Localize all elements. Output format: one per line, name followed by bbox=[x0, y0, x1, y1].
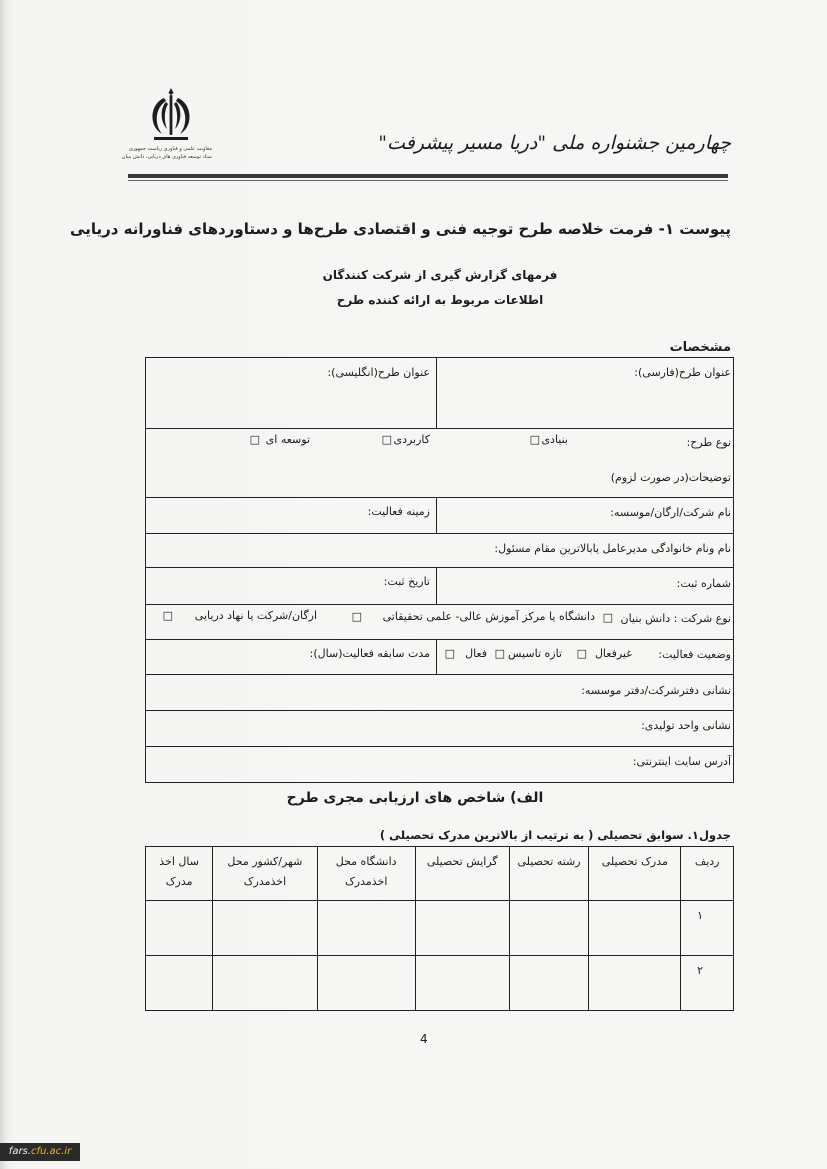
table-cell[interactable] bbox=[213, 956, 317, 1011]
col-divider bbox=[436, 567, 437, 604]
plan-type-dev-label: توسعه ای bbox=[265, 433, 310, 446]
table-cell[interactable] bbox=[589, 901, 681, 956]
title-fa-field[interactable]: عنوان طرح(فارسی): bbox=[634, 366, 731, 379]
row-number: ۱ bbox=[681, 901, 734, 956]
table-row bbox=[146, 901, 734, 956]
company-name-field[interactable]: نام شرکت/ارگان/موسسه: bbox=[610, 506, 731, 519]
table-cell[interactable] bbox=[317, 901, 415, 956]
header-rule-thin bbox=[128, 180, 728, 181]
status-inactive-label: غیرفعال bbox=[594, 647, 632, 660]
status-new-label: تازه تاسیس bbox=[508, 647, 562, 660]
table-cell[interactable] bbox=[415, 901, 509, 956]
specs-heading: مشخصات bbox=[669, 340, 731, 355]
row-divider bbox=[145, 497, 734, 498]
reg-date-field[interactable]: تاریخ ثبت: bbox=[383, 575, 430, 588]
table-cell[interactable] bbox=[415, 956, 509, 1011]
company-type-kb-checkbox[interactable]: □ bbox=[602, 611, 613, 624]
emblem-caption-1: معاونت علمی و فناوری ریاست جمهوری bbox=[128, 146, 212, 152]
table-cell[interactable] bbox=[509, 901, 589, 956]
watermark-domain: cfu.ac.ir bbox=[30, 1146, 72, 1157]
col-header-degree: مدرک تحصیلی bbox=[589, 847, 681, 901]
col-divider bbox=[436, 497, 437, 533]
site-watermark bbox=[0, 1143, 80, 1161]
subtitle-forms: فرمهای گزارش گیری از شرکت کنندگان bbox=[322, 268, 558, 282]
table-cell[interactable] bbox=[146, 956, 213, 1011]
company-type-org-label: ارگان/شرکت یا نهاد دریایی bbox=[194, 609, 317, 622]
row-divider bbox=[145, 639, 734, 640]
row-divider bbox=[145, 533, 734, 534]
page-number: 4 bbox=[420, 1032, 428, 1046]
table-cell[interactable] bbox=[146, 901, 213, 956]
status-label: وضعیت فعالیت: bbox=[658, 648, 731, 661]
watermark-prefix: fars. bbox=[8, 1146, 31, 1157]
row-divider bbox=[145, 567, 734, 568]
row-divider bbox=[145, 710, 734, 711]
row-divider bbox=[145, 746, 734, 747]
table-cell[interactable] bbox=[589, 956, 681, 1011]
company-type-org-checkbox[interactable]: □ bbox=[162, 609, 173, 622]
table-cell[interactable] bbox=[509, 956, 589, 1011]
col-divider bbox=[436, 639, 437, 674]
header-rule-thick bbox=[128, 174, 728, 178]
title-en-field[interactable]: عنوان طرح(انگلیسی): bbox=[327, 366, 430, 379]
plan-type-label: نوع طرح: bbox=[686, 436, 731, 449]
website-field[interactable]: آدرس سایت اینترنتی: bbox=[632, 755, 731, 768]
company-type-uni-checkbox[interactable]: □ bbox=[351, 610, 362, 623]
subtitle-presenter-info: اطلاعات مربوط به ارائه کننده طرح bbox=[336, 293, 544, 307]
company-type-label: نوع شرکت : دانش بنیان bbox=[620, 612, 731, 625]
col-header-year: سال اخذ مدرک bbox=[146, 847, 213, 901]
iran-emblem-icon bbox=[140, 84, 202, 146]
col-header-city-country: شهر/کشور محل اخذمدرک bbox=[213, 847, 317, 901]
plan-type-applied-label: کاربردی bbox=[393, 433, 430, 446]
col-divider bbox=[436, 357, 437, 428]
table-header-row bbox=[146, 847, 734, 901]
company-type-uni-label: دانشگاه یا مرکز آموزش عالی- علمی تحقیقاتی bbox=[382, 610, 595, 623]
plan-type-basic-checkbox[interactable]: □ bbox=[529, 433, 540, 446]
status-active-label: فعال bbox=[465, 647, 487, 660]
col-header-specialization: گرایش تحصیلی bbox=[415, 847, 509, 901]
status-active-checkbox[interactable]: □ bbox=[444, 647, 455, 660]
office-address-field[interactable]: نشانی دفترشرکت/دفتر موسسه: bbox=[581, 684, 731, 697]
description-field[interactable]: توضیحات(در صورت لزوم) bbox=[610, 471, 731, 484]
education-table bbox=[145, 846, 734, 1011]
col-header-university: دانشگاه محل اخذمدرک bbox=[317, 847, 415, 901]
plan-type-applied-checkbox[interactable]: □ bbox=[381, 433, 392, 446]
emblem-caption-2: ستاد توسعه فناوری های دریایی، دانش بنیان bbox=[121, 154, 212, 160]
activity-field-field[interactable]: زمینه فعالیت: bbox=[367, 505, 430, 518]
status-new-checkbox[interactable]: □ bbox=[494, 647, 505, 660]
col-header-row-no: ردیف bbox=[681, 847, 734, 901]
table-cell[interactable] bbox=[213, 901, 317, 956]
reg-number-field[interactable]: شماره ثبت: bbox=[676, 577, 731, 590]
row-divider bbox=[145, 674, 734, 675]
section-a-title: الف) شاخص های ارزیابی مجری طرح bbox=[286, 790, 544, 806]
table-cell[interactable] bbox=[317, 956, 415, 1011]
production-address-field[interactable]: نشانی واحد تولیدی: bbox=[641, 719, 731, 732]
table-row bbox=[146, 956, 734, 1011]
education-table-caption: جدول۱. سوابق تحصیلی ( به ترتیب از بالاترین مدرک تحصیلی ) bbox=[379, 828, 731, 842]
col-header-field: رشته تحصیلی bbox=[509, 847, 589, 901]
activity-years-field[interactable]: مدت سابقه فعالیت(سال): bbox=[309, 647, 430, 660]
row-divider bbox=[145, 604, 734, 605]
plan-type-basic-label: بنیادی bbox=[541, 433, 568, 446]
festival-title: چهارمین جشنواره ملی "دریا مسیر پیشرفت" bbox=[378, 132, 731, 154]
plan-type-dev-checkbox[interactable]: □ bbox=[249, 433, 260, 446]
status-inactive-checkbox[interactable]: □ bbox=[576, 647, 587, 660]
row-divider bbox=[145, 428, 734, 429]
row-number: ۲ bbox=[681, 956, 734, 1011]
ceo-name-field[interactable]: نام ونام خانوادگی مدیرعامل یابالاترین مقام مسئول: bbox=[494, 542, 731, 555]
appendix-title: پیوست ۱- فرمت خلاصه طرح توجیه فنی و اقتصادی طرح‌ها و دستاوردهای فناورانه دریایی bbox=[70, 220, 731, 238]
